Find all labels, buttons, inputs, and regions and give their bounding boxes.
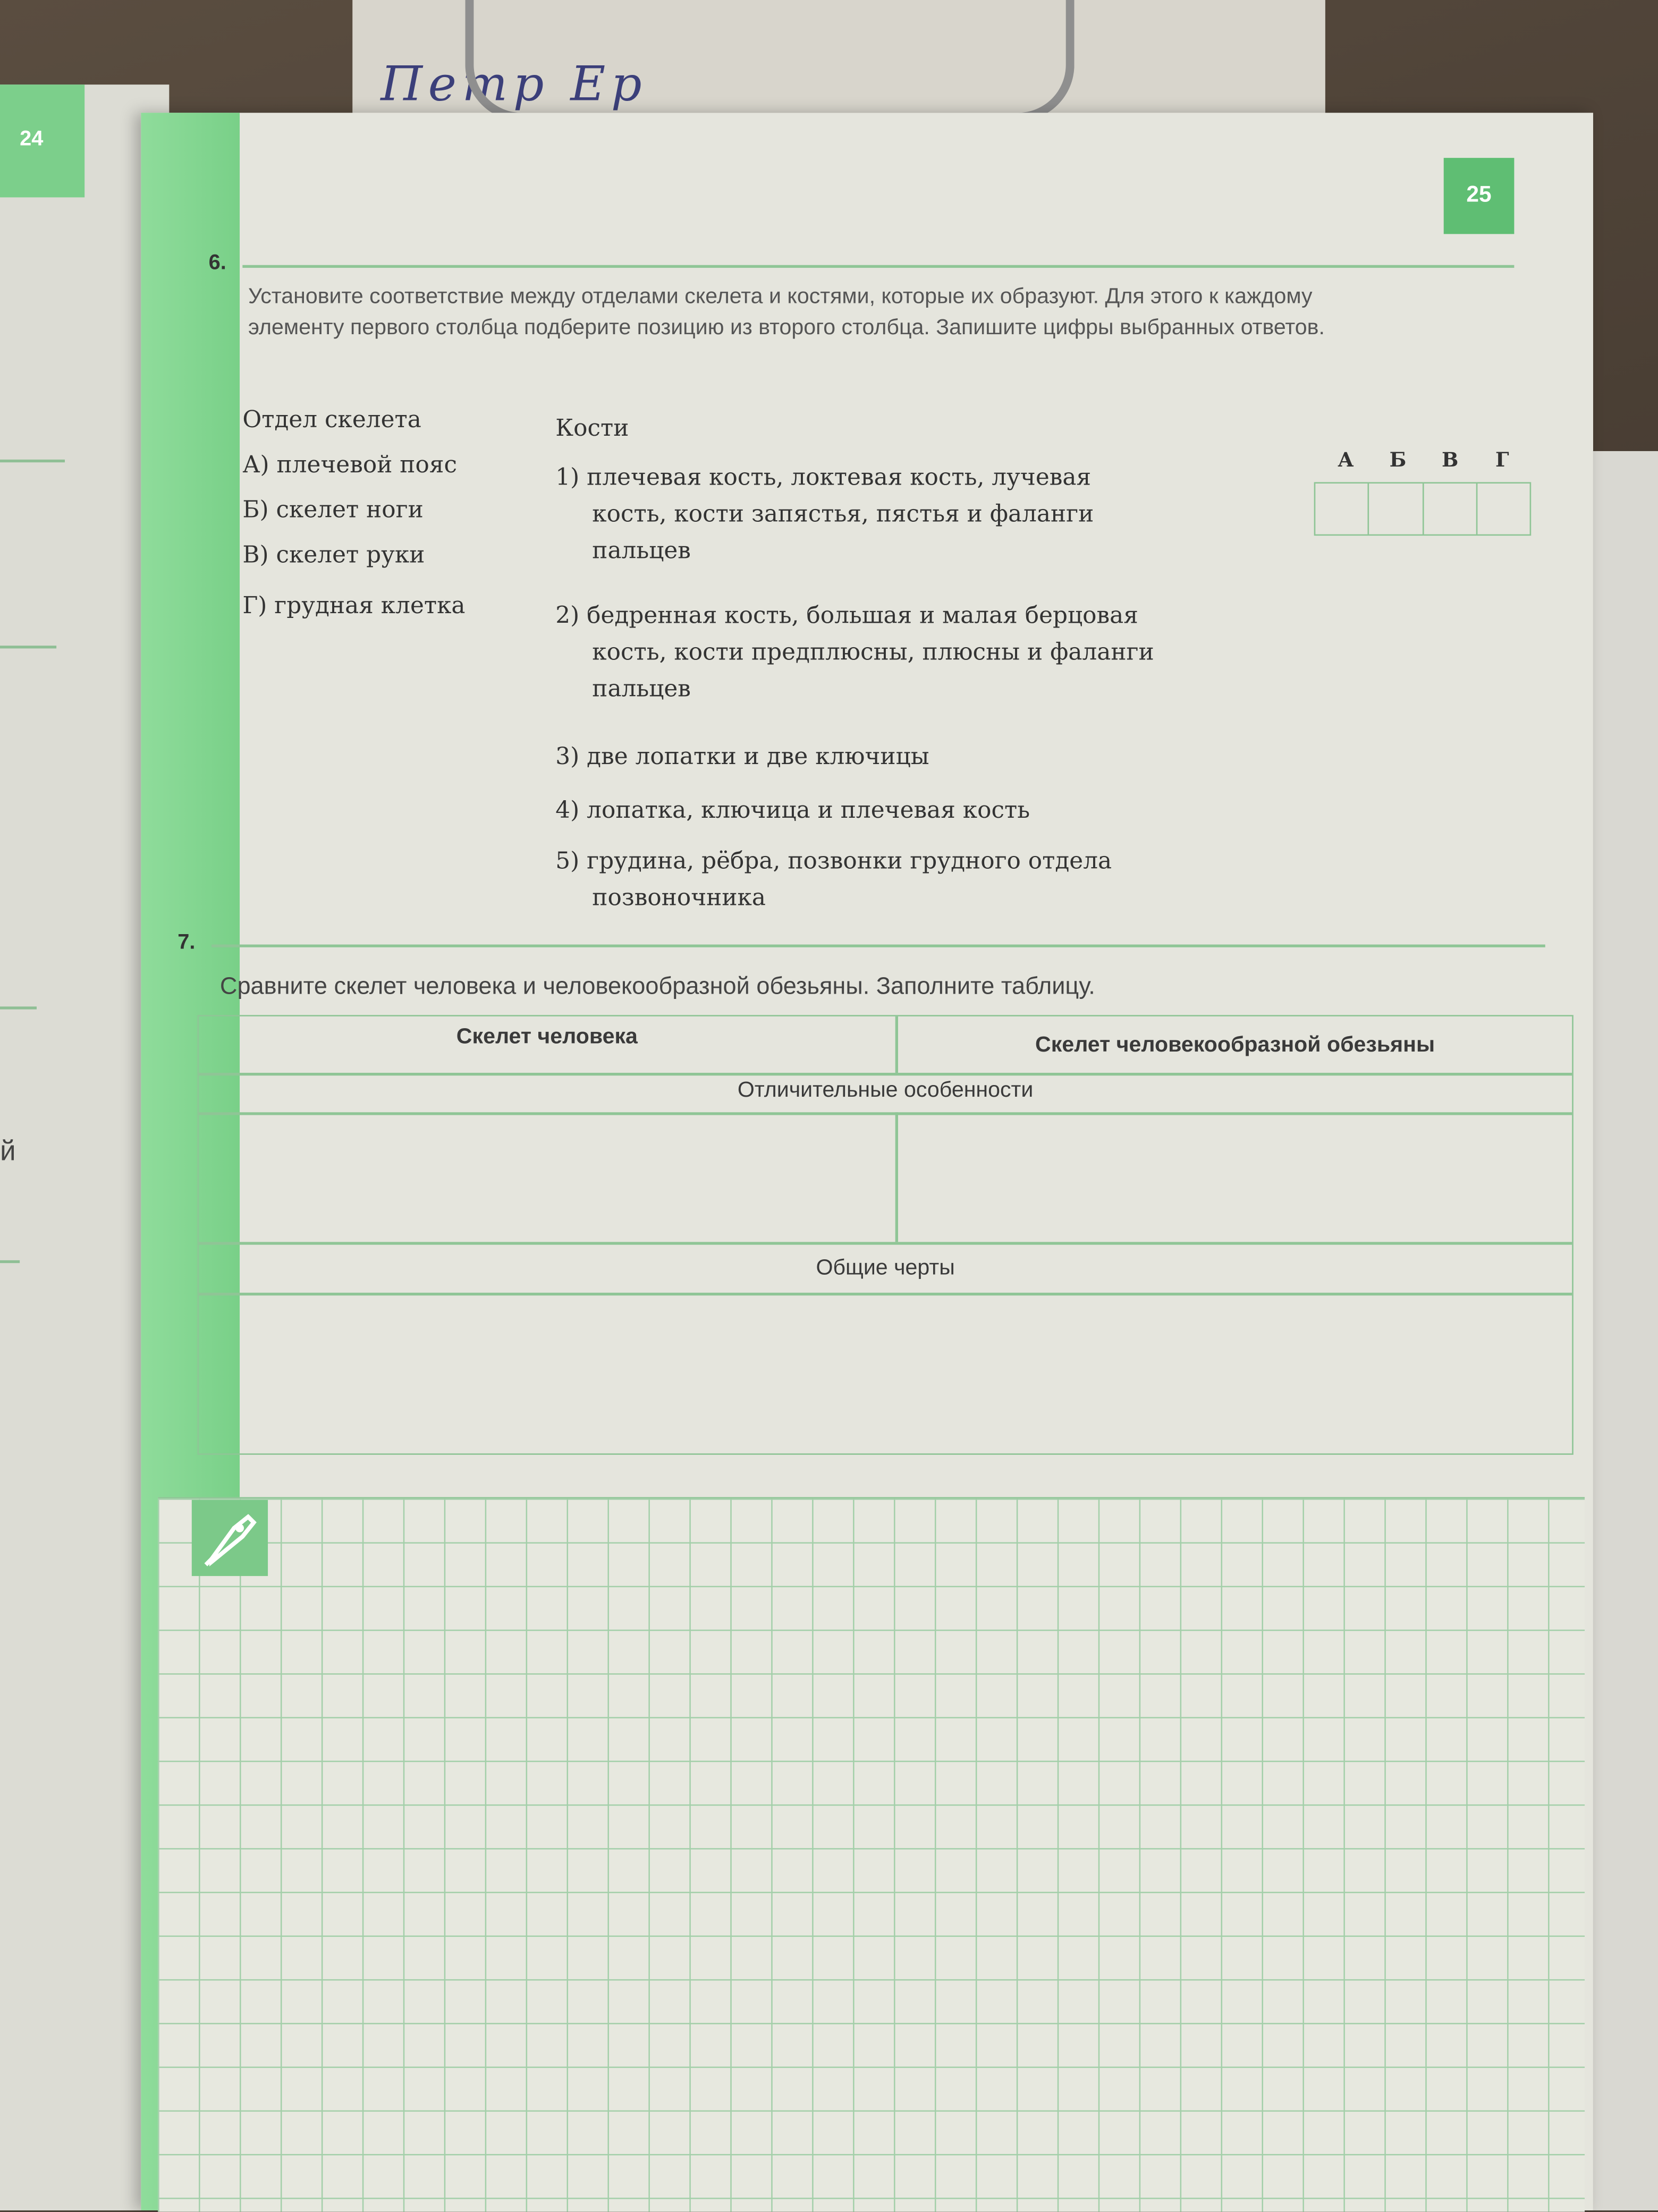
handwritten-note: Петр Ер <box>380 56 648 113</box>
cell-common-features[interactable] <box>205 1298 1567 1447</box>
bone-item-line: пальцев <box>592 675 691 702</box>
bone-item <box>555 792 1317 829</box>
table-divider <box>199 1242 1572 1244</box>
task6-rule <box>242 265 1514 268</box>
section-item: Г) грудная клетка <box>242 592 466 619</box>
table-divider <box>199 1293 1572 1295</box>
bone-item-head: 3) две лопатки и две ключицы <box>555 743 929 770</box>
left-page-edge-letter: й <box>0 1136 16 1167</box>
bone-item <box>555 598 1317 708</box>
bone-item-line: кость, кости запястья, пястья и фаланги <box>592 500 1094 528</box>
column-header-skeleton-section: Отдел скелета <box>242 406 421 433</box>
left-page-rule <box>0 460 65 462</box>
bone-item-head: 5) грудина, рёбра, позвонки грудного отдела <box>555 847 1112 874</box>
table-divider <box>199 1073 1572 1075</box>
cell-human-distinct[interactable] <box>205 1118 890 1236</box>
page-number: 25 <box>1466 183 1492 207</box>
bone-item-head: 2) бедренная кость, большая и малая берцовая <box>555 601 1138 629</box>
answer-letters <box>1319 448 1531 474</box>
section-item: Б) скелет ноги <box>242 496 424 523</box>
bone-item <box>555 460 1317 570</box>
table-header-ape: Скелет человекообразной обезьяны <box>1035 1033 1435 1057</box>
task6-number: 6. <box>208 251 226 275</box>
comparison-table <box>197 1015 1573 1455</box>
answer-box-b[interactable] <box>1369 484 1423 535</box>
answer-box-a[interactable] <box>1315 484 1369 535</box>
table-divider <box>199 1112 1572 1114</box>
task7-rule <box>212 945 1545 947</box>
left-page-rule <box>0 1006 37 1009</box>
bone-item-head: 1) плечевая кость, локтевая кость, лучевая <box>555 463 1092 491</box>
column-header-bones: Кости <box>555 414 629 442</box>
answer-boxes <box>1314 482 1532 536</box>
right-paper-sheet <box>1593 451 1658 2210</box>
task7-number: 7. <box>177 930 196 955</box>
table-row-distinct-features: Отличительные особенности <box>737 1078 1034 1103</box>
bone-item-line: кость, кости предплюсны, плюсны и фаланги <box>592 638 1154 666</box>
task6-instruction: Установите соответствие между отделами скелета и костями, которые их образуют. Для этого к каждому элементу первого столбца подберите позицию из второго столбца. Запишите цифры выбранных ответов. <box>248 284 1325 340</box>
bone-item-head: 4) лопатка, ключица и плечевая кость <box>555 796 1030 824</box>
left-page-rule <box>0 646 56 648</box>
notes-grid[interactable] <box>158 1497 1585 2212</box>
bone-item <box>555 739 1317 775</box>
answer-box-v[interactable] <box>1423 484 1477 535</box>
section-item: В) скелет руки <box>242 541 425 569</box>
answer-box-g[interactable] <box>1477 484 1530 535</box>
bone-item-line: пальцев <box>592 537 691 564</box>
table-divider <box>895 1112 898 1242</box>
paper-clip-icon <box>466 0 1075 121</box>
bone-item-line: позвоночника <box>592 884 766 911</box>
pen-nib-icon <box>192 1500 268 1576</box>
cell-ape-distinct[interactable] <box>904 1118 1567 1236</box>
table-divider <box>895 1016 898 1073</box>
left-page-number: 24 <box>20 126 44 151</box>
left-page-rule <box>0 1260 20 1263</box>
table-header-human: Скелет человека <box>456 1024 638 1049</box>
section-item: А) плечевой пояс <box>242 451 458 478</box>
answer-letter: В <box>1441 450 1459 472</box>
task7-instruction: Сравните скелет человека и человекообразной обезьяны. Заполните таблицу. <box>219 972 1095 1000</box>
bone-item <box>555 843 1317 917</box>
answer-letter: Г <box>1495 450 1509 472</box>
answer-letter: Б <box>1389 450 1407 472</box>
answer-letter: А <box>1338 450 1354 472</box>
table-row-common-features: Общие черты <box>816 1256 955 1280</box>
